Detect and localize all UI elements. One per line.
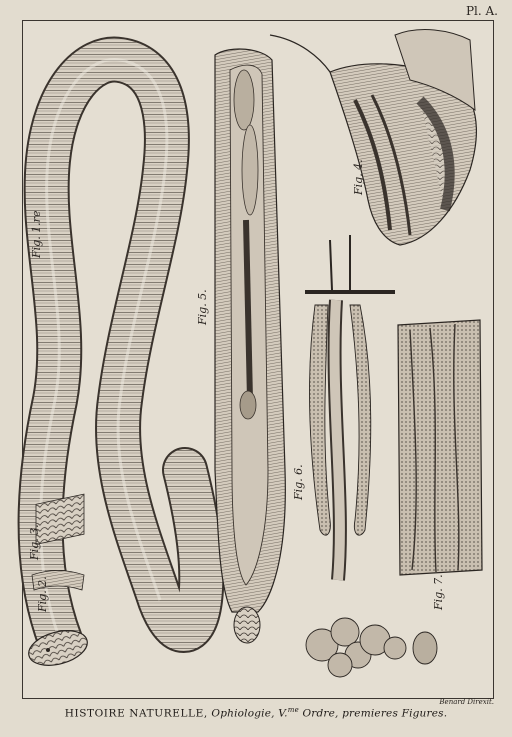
- caption-title: HISTOIRE NATURELLE,: [64, 707, 208, 720]
- caption-figures-text: premieres Figures.: [342, 707, 448, 720]
- fig1-label: Fig. 1.re: [30, 210, 43, 258]
- fig5-dissected-snake: [215, 49, 285, 643]
- fig3-label: Fig. 3.: [28, 524, 41, 560]
- caption-order-word: Ordre,: [302, 707, 339, 720]
- fig2-label: Fig. 2.: [36, 576, 49, 612]
- plate-number: Pl. A.: [465, 4, 498, 18]
- fig4-label: Fig. 4.: [352, 159, 365, 195]
- fig6-label: Fig. 6.: [292, 464, 305, 500]
- caption-subject: Ophiologie,: [211, 707, 275, 720]
- engraver-signature: Benard Direxit.: [439, 698, 494, 706]
- fig4-head-dissection: [270, 30, 476, 245]
- fig7-skin-section: [398, 320, 482, 575]
- fig5-label: Fig. 5.: [196, 289, 209, 325]
- fig7-label: Fig. 7.: [432, 574, 445, 610]
- caption-order-prefix: V.: [278, 707, 288, 720]
- caption-order-super: me: [287, 706, 299, 714]
- plate-caption: [0, 706, 512, 720]
